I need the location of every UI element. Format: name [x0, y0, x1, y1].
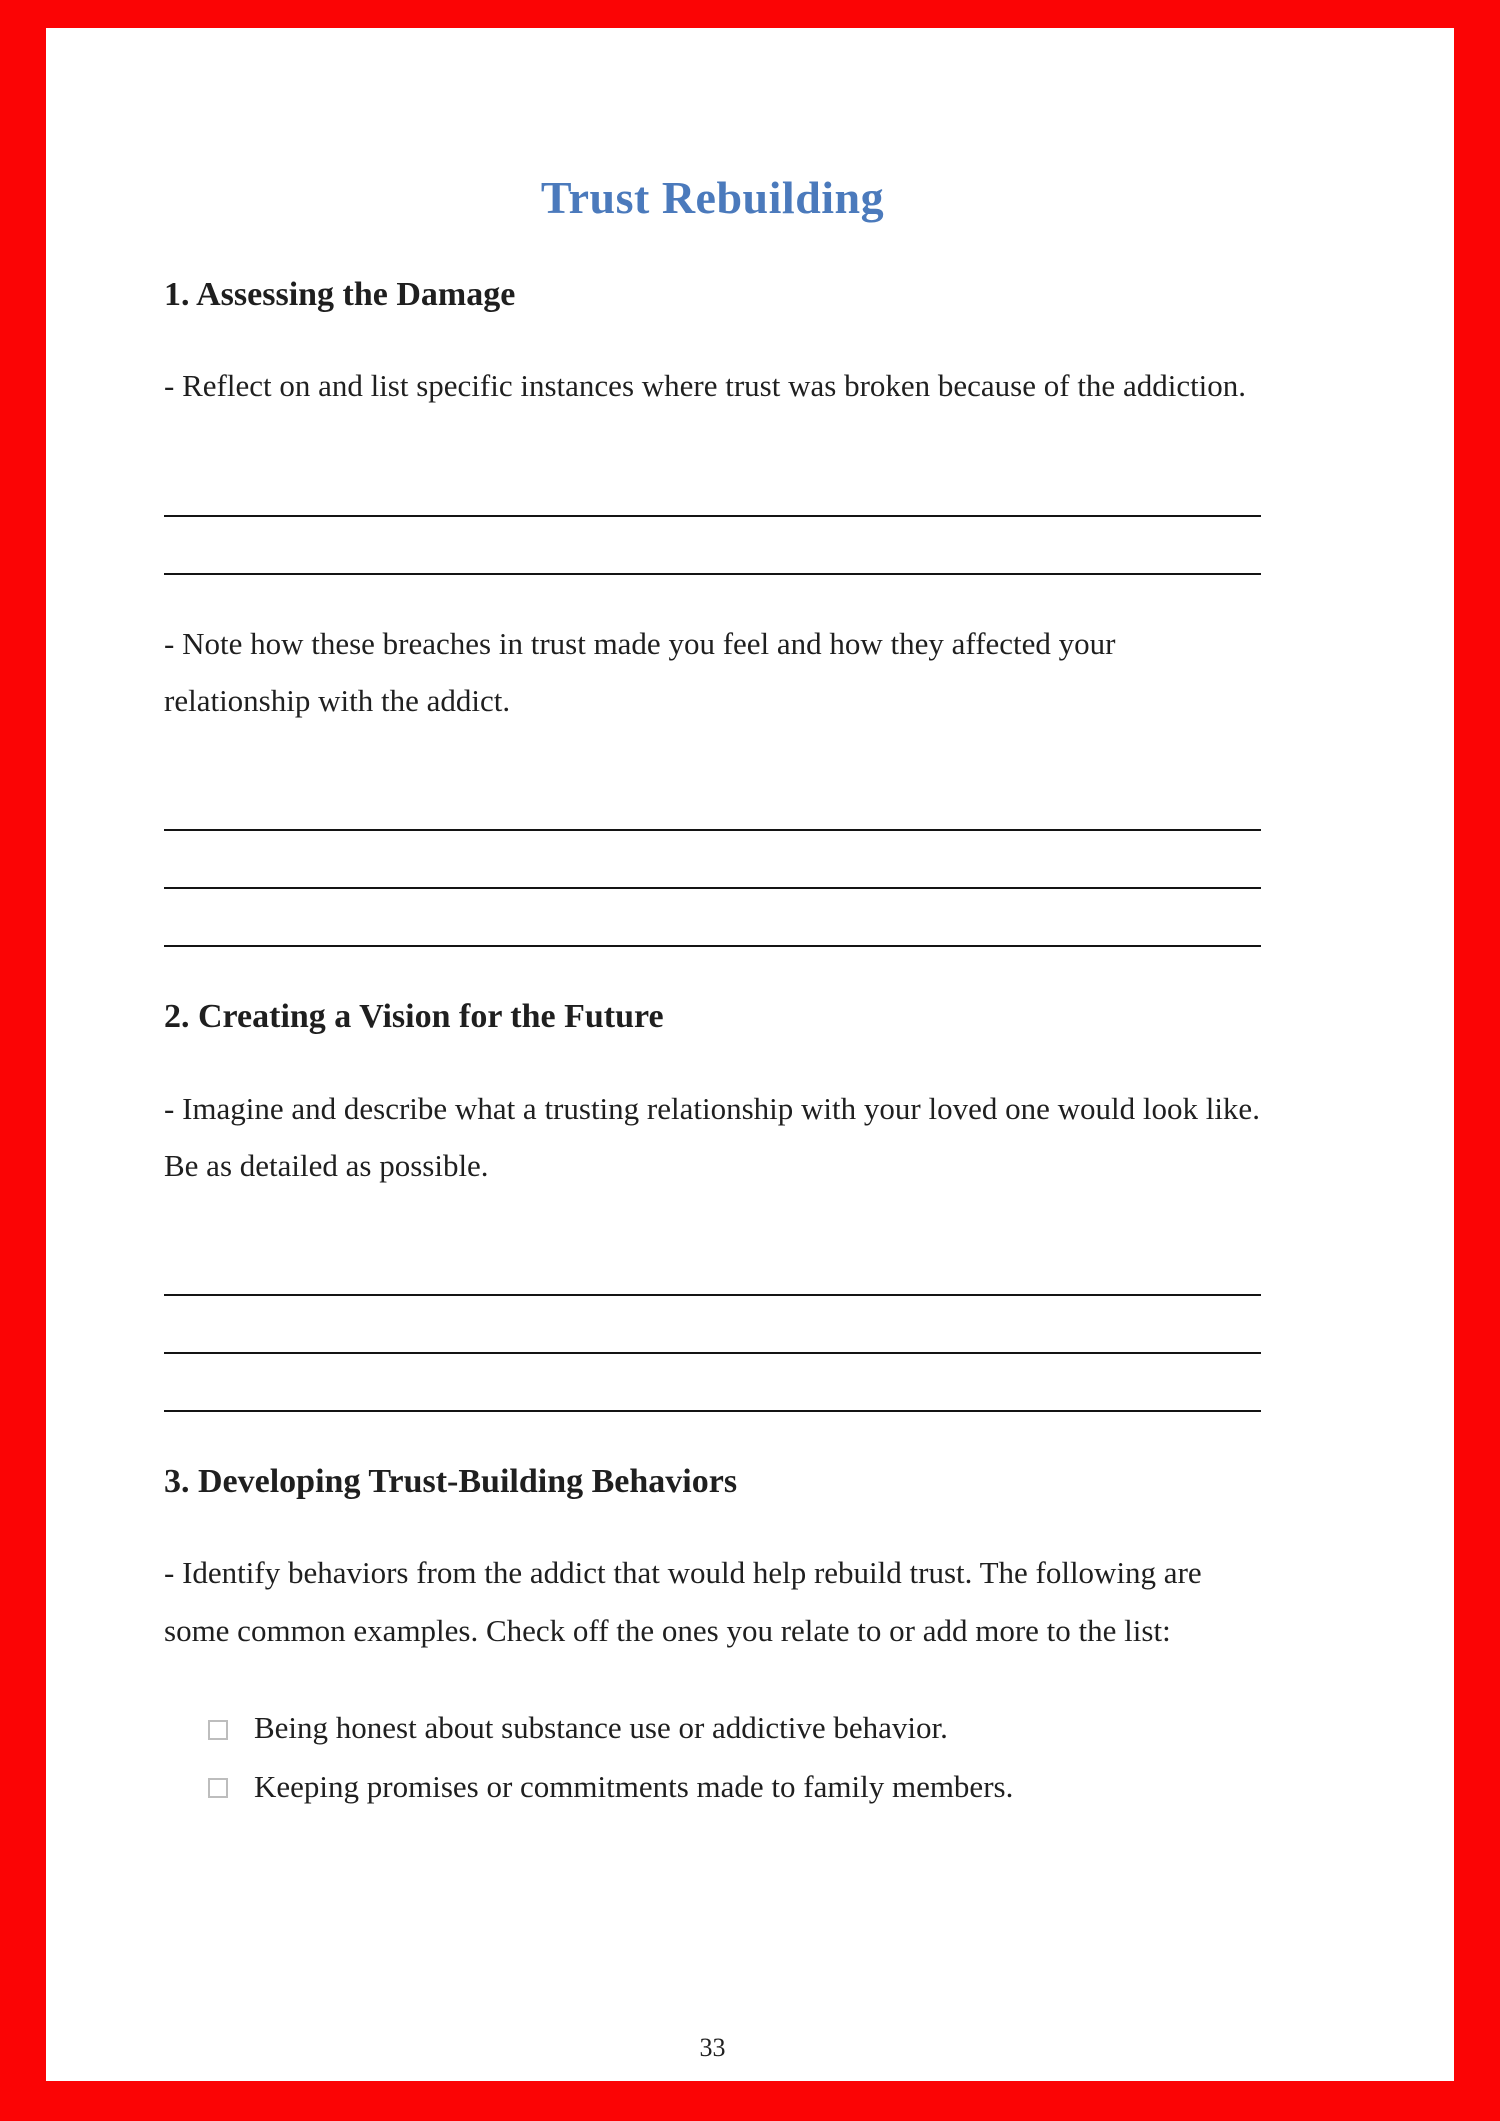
page-border-left — [0, 0, 46, 2121]
section-heading-trust-building-behaviors: 3. Developing Trust-Building Behaviors — [164, 1463, 738, 1501]
section-heading-vision-future: 2. Creating a Vision for the Future — [164, 998, 664, 1036]
paragraph: - Note how these breaches in trust made you feel and how they affected your relationship with the addict. — [164, 625, 1116, 719]
behavior-checklist — [164, 1699, 1261, 1817]
writing-lines-group — [164, 459, 1261, 575]
paragraph: - Imagine and describe what a trusting relationship with your loved one would look like. Be as detailed as possible. — [164, 1090, 1260, 1183]
writing-line — [164, 773, 1261, 831]
writing-line — [164, 459, 1261, 517]
checklist-item — [208, 1758, 1261, 1817]
page-number: 33 — [699, 2033, 726, 2062]
page-content — [164, 0, 1261, 1817]
writing-line — [164, 831, 1261, 889]
checklist-item-label: Keeping promises or commitments made to family members. — [254, 1769, 1014, 1805]
checklist-item-label: Being honest about substance use or addictive behavior. — [254, 1710, 948, 1746]
paragraph: - Identify behaviors from the addict that would help rebuild trust. The following are some common examples. Check off the ones you relate to or add more to the list: — [164, 1555, 1202, 1648]
checkbox-icon[interactable] — [208, 1720, 228, 1740]
checkbox-icon[interactable] — [208, 1778, 228, 1798]
writing-lines-group — [164, 1238, 1261, 1412]
paragraph: - Reflect on and list specific instances where trust was broken because of the addiction. — [164, 368, 1247, 404]
writing-lines-group — [164, 773, 1261, 947]
writing-line — [164, 517, 1261, 575]
page-border-right — [1454, 0, 1500, 2121]
writing-line — [164, 1354, 1261, 1412]
checklist-item — [208, 1699, 1261, 1758]
writing-line — [164, 1238, 1261, 1296]
writing-line — [164, 889, 1261, 947]
page-border-bottom — [0, 2081, 1500, 2121]
page-title: Trust Rebuilding — [540, 172, 885, 223]
writing-line — [164, 1296, 1261, 1354]
section-heading-assessing-damage: 1. Assessing the Damage — [164, 276, 516, 314]
